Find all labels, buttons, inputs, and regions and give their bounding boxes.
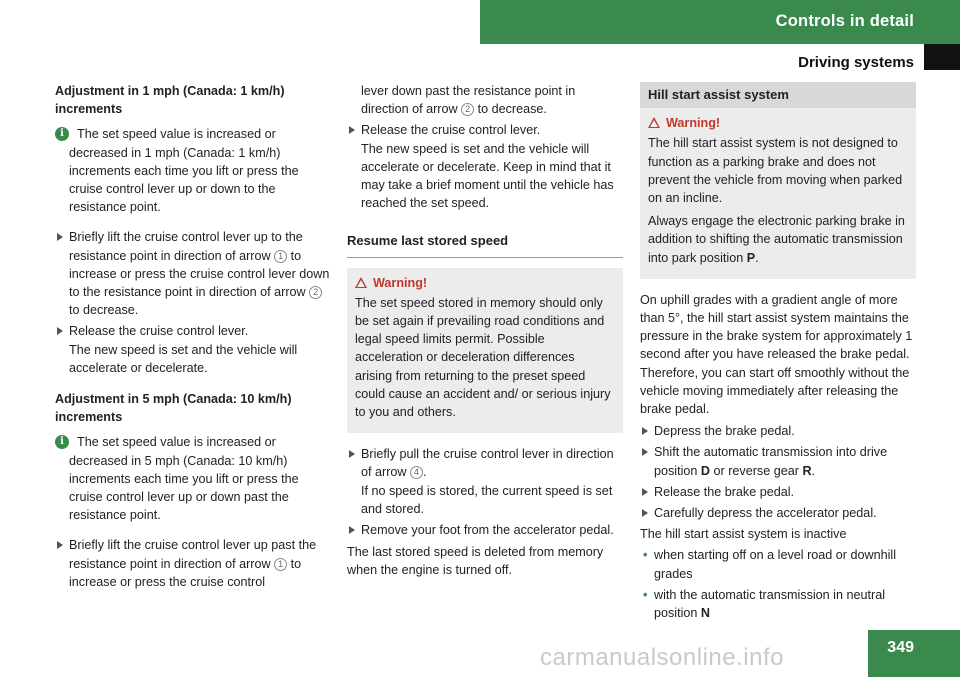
info-icon: i: [55, 127, 69, 141]
section-title: Driving systems: [798, 54, 914, 71]
warning-triangle-icon: [648, 117, 660, 128]
warning-text: The hill start assist system is not designed to function as a parking brake and does not prevent the vehicle from moving when parked on an incline.: [648, 136, 903, 206]
step-text: to increase or press the cruise control lever down to the resistance point in direction of arrow: [69, 248, 330, 300]
page-number-box: [868, 630, 960, 677]
bullet-level-road: • when starting off on a level road or downhill grades: [640, 546, 916, 582]
arrow-number-1: 1: [274, 558, 287, 571]
info-icon: i: [55, 435, 69, 449]
warning-box-resume: [347, 268, 623, 434]
bullet-neutral: [640, 586, 916, 622]
warning-text: .: [755, 250, 759, 265]
step-continued: [347, 82, 623, 118]
warning-box-hill-start: [640, 108, 916, 279]
inactive-heading: The hill start assist system is inactive: [640, 527, 847, 542]
step-text: to increase or press the cruise control: [69, 556, 302, 589]
step-text: Briefly lift the cruise control lever up past the resistance point in direction of arrow: [69, 538, 317, 571]
step-accelerate: Carefully depress the accelerator pedal.: [640, 504, 916, 522]
step-remove-foot: Remove your foot from the accelerator pedal.: [347, 521, 623, 539]
step-lift-lever-5mph: [55, 536, 333, 591]
column-right: [640, 82, 916, 625]
bullet-text: with the automatic transmission in neutral position: [654, 587, 885, 621]
step-shift-drive: [640, 443, 916, 479]
warning-label: Warning!: [373, 275, 428, 290]
step-release-brake: Release the brake pedal.: [640, 483, 916, 501]
step-text: Briefly lift the cruise control lever up to the resistance point in direction of arrow: [69, 230, 303, 263]
step-text: Briefly pull the cruise control lever in direction of arrow: [361, 447, 614, 480]
info-note-text: The set speed value is increased or decreased in 1 mph (Canada: 1 km/h) increments each time you lift or press the cruise control lever up or down to the resistance point.: [69, 127, 299, 215]
warning-label: Warning!: [666, 116, 721, 131]
step-text: Shift the automatic transmission into drive position: [654, 445, 888, 478]
arrow-number-4: 4: [410, 466, 423, 479]
chapter-title: Controls in detail: [775, 12, 914, 30]
step-release-lever-5mph: [347, 121, 623, 212]
step-depress-brake: Depress the brake pedal.: [640, 422, 916, 440]
step-result: If no speed is stored, the current speed is set and stored.: [361, 483, 613, 516]
heading-1mph: Adjustment in 1 mph (Canada: 1 km/h) increments: [55, 84, 285, 117]
step-text: lever down past the resistance point in direction of arrow: [361, 84, 576, 117]
arrow-number-1: 1: [274, 250, 287, 263]
warning-text: Always engage the electronic parking brake in addition to shifting the automatic transmission into park position: [648, 214, 905, 265]
gear-letter-n: N: [700, 606, 711, 621]
header-tab-marker: [924, 44, 960, 70]
info-note-1mph: [55, 125, 333, 216]
info-note-5mph: [55, 433, 333, 524]
step-text: .: [811, 463, 816, 478]
closing-note: The last stored speed is deleted from memory when the engine is turned off.: [347, 545, 604, 578]
hill-start-description: On uphill grades with a gradient angle of more than 5°, the hill start assist system maintains the pressure in the brake system for approximately 1 second after you have released the brake pedal. Therefore, you can start off smoothly without the vehicle moving immediately after releasing the brake pedal.: [640, 292, 913, 417]
step-text: Release the cruise control lever.: [361, 123, 541, 138]
step-text: or reverse gear: [710, 463, 803, 478]
step-result: The new speed is set and the vehicle will accelerate or decelerate. Keep in mind that it may take a brief moment until the vehicle has reached the set speed.: [361, 141, 614, 211]
page-number: 349: [887, 639, 914, 656]
warning-header: [355, 274, 615, 292]
heading-5mph: Adjustment in 5 mph (Canada: 10 km/h) increments: [55, 392, 292, 425]
step-text: Release the cruise control lever.: [69, 324, 249, 339]
gear-letter-p: P: [746, 250, 756, 265]
watermark: carmanualsonline.info: [540, 644, 784, 671]
step-text: to decrease.: [474, 102, 547, 117]
warning-text-2: [648, 212, 908, 267]
heading-hill-start: Hill start assist system: [640, 82, 916, 108]
warning-header: [648, 114, 908, 132]
gear-letter-d: D: [700, 463, 711, 478]
step-text: .: [423, 465, 427, 480]
info-note-text: The set speed value is increased or decreased in 5 mph (Canada: 10 km/h) increments each time you lift or press the cruise control lever up or down past the resistance point.: [69, 435, 299, 523]
warning-triangle-icon: [355, 277, 367, 288]
warning-text: The set speed stored in memory should only be set again if prevailing road conditions and legal speed limits permit. Possible acceleration or deceleration differences arising from returning to the preset speed could cause an accident and/ or serious injury to you and others.: [355, 295, 611, 420]
arrow-number-2: 2: [309, 286, 322, 299]
column-left: [55, 82, 333, 594]
step-lift-lever-1mph: [55, 228, 333, 319]
gear-letter-r: R: [802, 463, 812, 478]
arrow-number-2: 2: [461, 103, 474, 116]
step-pull-lever: [347, 445, 623, 518]
step-text: to decrease.: [69, 303, 139, 318]
column-middle: [347, 82, 623, 580]
step-result: The new speed is set and the vehicle will accelerate or decelerate.: [69, 342, 298, 375]
step-release-lever-1mph: [55, 322, 333, 377]
heading-resume-speed: Resume last stored speed: [347, 232, 623, 257]
